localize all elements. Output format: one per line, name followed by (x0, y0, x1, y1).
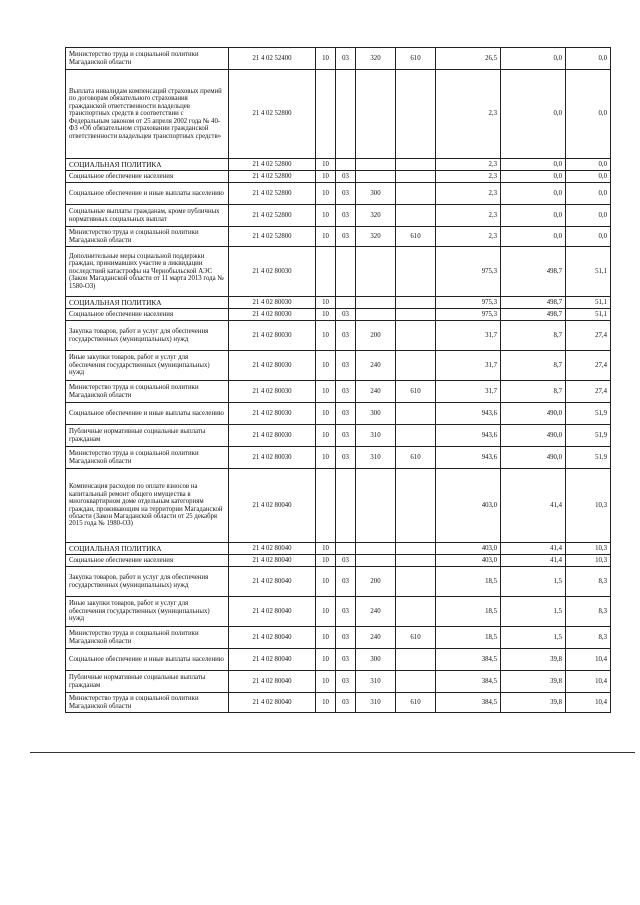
expense-type-code (356, 469, 396, 543)
section-code: 10 (316, 309, 336, 321)
amount-value-2: 39,8 (501, 671, 566, 693)
expense-type-code (356, 70, 396, 159)
section-code: 10 (316, 351, 336, 381)
target-article-code: 21 4 02 80030 (229, 321, 316, 351)
amount-value-2: 39,8 (501, 693, 566, 713)
expense-type-code (356, 543, 396, 555)
section-code (316, 247, 336, 297)
amount-value-2: 490,0 (501, 403, 566, 425)
target-article-code: 21 4 02 80030 (229, 403, 316, 425)
expense-type-code: 240 (356, 627, 396, 649)
administrator-code (396, 297, 436, 309)
table-row (66, 159, 611, 171)
amount-value-3: 8,3 (566, 597, 611, 627)
table-row (66, 403, 611, 425)
section-code: 10 (316, 205, 336, 227)
row-name-cell: СОЦИАЛЬНАЯ ПОЛИТИКА (66, 297, 229, 309)
table-row (66, 693, 611, 713)
target-article-code: 21 4 02 52800 (229, 171, 316, 183)
amount-value-3: 27,4 (566, 321, 611, 351)
table-row (66, 227, 611, 247)
administrator-code (396, 671, 436, 693)
table-row (66, 351, 611, 381)
subsection-code (336, 543, 356, 555)
target-article-code: 21 4 02 80040 (229, 567, 316, 597)
administrator-code: 610 (396, 447, 436, 469)
table-row (66, 171, 611, 183)
subsection-code: 03 (336, 671, 356, 693)
table-row (66, 205, 611, 227)
subsection-code: 03 (336, 555, 356, 567)
subsection-code: 03 (336, 48, 356, 70)
amount-value-3: 51,9 (566, 425, 611, 447)
subsection-code (336, 469, 356, 543)
amount-value-3: 0,0 (566, 48, 611, 70)
section-code (316, 70, 336, 159)
target-article-code: 21 4 02 80030 (229, 447, 316, 469)
section-code: 10 (316, 671, 336, 693)
amount-value-2: 1,5 (501, 597, 566, 627)
table-row (66, 555, 611, 567)
target-article-code: 21 4 02 80040 (229, 555, 316, 567)
administrator-code (396, 597, 436, 627)
subsection-code: 03 (336, 597, 356, 627)
budget-table (65, 47, 611, 713)
table-row (66, 671, 611, 693)
expense-type-code (356, 297, 396, 309)
amount-value-1: 2,3 (436, 227, 501, 247)
amount-value-1: 403,0 (436, 555, 501, 567)
subsection-code: 03 (336, 403, 356, 425)
target-article-code: 21 4 02 52400 (229, 48, 316, 70)
amount-value-1: 384,5 (436, 671, 501, 693)
expense-type-code: 200 (356, 567, 396, 597)
amount-value-3: 51,9 (566, 447, 611, 469)
amount-value-3: 10,4 (566, 649, 611, 671)
subsection-code (336, 247, 356, 297)
amount-value-1: 975,3 (436, 297, 501, 309)
administrator-code (396, 171, 436, 183)
subsection-code: 03 (336, 627, 356, 649)
expense-type-code: 320 (356, 48, 396, 70)
amount-value-2: 0,0 (501, 205, 566, 227)
table-row (66, 321, 611, 351)
section-code: 10 (316, 381, 336, 403)
amount-value-2: 0,0 (501, 227, 566, 247)
administrator-code (396, 321, 436, 351)
row-name-cell: Министерство труда и социальной политики Магаданской области (66, 227, 229, 247)
amount-value-1: 2,3 (436, 183, 501, 205)
administrator-code (396, 247, 436, 297)
amount-value-1: 943,6 (436, 403, 501, 425)
administrator-code (396, 205, 436, 227)
table-row (66, 381, 611, 403)
section-code: 10 (316, 183, 336, 205)
administrator-code (396, 469, 436, 543)
amount-value-2: 1,5 (501, 567, 566, 597)
amount-value-2: 8,7 (501, 381, 566, 403)
administrator-code (396, 649, 436, 671)
row-name-cell: Министерство труда и социальной политики Магаданской области (66, 447, 229, 469)
amount-value-3: 27,4 (566, 381, 611, 403)
amount-value-3: 0,0 (566, 227, 611, 247)
amount-value-2: 0,0 (501, 183, 566, 205)
amount-value-3: 0,0 (566, 183, 611, 205)
amount-value-3: 10,3 (566, 543, 611, 555)
section-code: 10 (316, 597, 336, 627)
table-row (66, 543, 611, 555)
table-row (66, 627, 611, 649)
section-code: 10 (316, 48, 336, 70)
target-article-code: 21 4 02 52800 (229, 70, 316, 159)
subsection-code: 03 (336, 425, 356, 447)
subsection-code (336, 159, 356, 171)
row-name-cell: Социальное обеспечение населения (66, 555, 229, 567)
table-row (66, 597, 611, 627)
row-name-cell: Выплата инвалидам компенсаций страховых премий по договорам обязательного страхования гражданской ответственности владельцев транспортных средств в соответствии с Федеральным законом от 25 апреля 2002 года № 40-ФЗ «Об обязательном страховании гражданской ответственности владельцев транспортных средств» (66, 70, 229, 159)
section-code: 10 (316, 403, 336, 425)
amount-value-3: 0,0 (566, 70, 611, 159)
amount-value-2: 498,7 (501, 247, 566, 297)
section-code: 10 (316, 159, 336, 171)
target-article-code: 21 4 02 80030 (229, 309, 316, 321)
expense-type-code: 240 (356, 351, 396, 381)
table-row (66, 447, 611, 469)
row-name-cell: Закупка товаров, работ и услуг для обеспечения государственных (муниципальных) нужд (66, 321, 229, 351)
target-article-code: 21 4 02 80030 (229, 381, 316, 403)
administrator-code (396, 425, 436, 447)
target-article-code: 21 4 02 80040 (229, 671, 316, 693)
amount-value-2: 41,4 (501, 555, 566, 567)
amount-value-2: 39,8 (501, 649, 566, 671)
expense-type-code: 320 (356, 205, 396, 227)
amount-value-3: 0,0 (566, 171, 611, 183)
table-body (66, 48, 611, 713)
amount-value-1: 26,5 (436, 48, 501, 70)
amount-value-2: 490,0 (501, 425, 566, 447)
subsection-code (336, 70, 356, 159)
target-article-code: 21 4 02 52800 (229, 227, 316, 247)
amount-value-2: 1,5 (501, 627, 566, 649)
section-code: 10 (316, 425, 336, 447)
section-code: 10 (316, 555, 336, 567)
expense-type-code (356, 171, 396, 183)
amount-value-3: 51,1 (566, 309, 611, 321)
amount-value-3: 10,3 (566, 555, 611, 567)
amount-value-1: 975,3 (436, 309, 501, 321)
row-name-cell: Министерство труда и социальной политики Магаданской области (66, 627, 229, 649)
amount-value-3: 0,0 (566, 205, 611, 227)
administrator-code (396, 555, 436, 567)
subsection-code: 03 (336, 567, 356, 597)
row-name-cell: Социальное обеспечение и иные выплаты населению (66, 183, 229, 205)
subsection-code: 03 (336, 183, 356, 205)
subsection-code: 03 (336, 381, 356, 403)
amount-value-2: 41,4 (501, 469, 566, 543)
subsection-code: 03 (336, 227, 356, 247)
row-name-cell: Закупка товаров, работ и услуг для обеспечения государственных (муниципальных) нужд (66, 567, 229, 597)
subsection-code: 03 (336, 649, 356, 671)
target-article-code: 21 4 02 80040 (229, 627, 316, 649)
target-article-code: 21 4 02 80040 (229, 693, 316, 713)
amount-value-2: 8,7 (501, 351, 566, 381)
subsection-code: 03 (336, 693, 356, 713)
expense-type-code (356, 159, 396, 171)
table-row (66, 567, 611, 597)
amount-value-2: 498,7 (501, 309, 566, 321)
subsection-code: 03 (336, 171, 356, 183)
target-article-code: 21 4 02 52800 (229, 183, 316, 205)
amount-value-2: 498,7 (501, 297, 566, 309)
subsection-code: 03 (336, 309, 356, 321)
section-code: 10 (316, 693, 336, 713)
section-code: 10 (316, 171, 336, 183)
section-code: 10 (316, 543, 336, 555)
amount-value-2: 0,0 (501, 159, 566, 171)
subsection-code: 03 (336, 205, 356, 227)
expense-type-code: 310 (356, 671, 396, 693)
expense-type-code: 310 (356, 425, 396, 447)
target-article-code: 21 4 02 80040 (229, 543, 316, 555)
amount-value-2: 0,0 (501, 171, 566, 183)
row-name-cell: Социальные выплаты гражданам, кроме публичных нормативных социальных выплат (66, 205, 229, 227)
table-row (66, 469, 611, 543)
amount-value-3: 51,1 (566, 247, 611, 297)
section-code: 10 (316, 297, 336, 309)
amount-value-3: 10,4 (566, 693, 611, 713)
target-article-code: 21 4 02 80030 (229, 297, 316, 309)
target-article-code: 21 4 02 52800 (229, 159, 316, 171)
expense-type-code: 240 (356, 381, 396, 403)
row-name-cell: СОЦИАЛЬНАЯ ПОЛИТИКА (66, 159, 229, 171)
amount-value-1: 2,3 (436, 171, 501, 183)
administrator-code: 610 (396, 381, 436, 403)
amount-value-1: 384,5 (436, 649, 501, 671)
row-name-cell: Министерство труда и социальной политики Магаданской области (66, 381, 229, 403)
target-article-code: 21 4 02 80040 (229, 649, 316, 671)
section-code: 10 (316, 321, 336, 351)
amount-value-3: 51,1 (566, 297, 611, 309)
amount-value-2: 490,0 (501, 447, 566, 469)
table-row (66, 247, 611, 297)
table-row (66, 48, 611, 70)
administrator-code (396, 309, 436, 321)
amount-value-1: 18,5 (436, 567, 501, 597)
row-name-cell: Министерство труда и социальной политики Магаданской области (66, 48, 229, 70)
amount-value-1: 31,7 (436, 351, 501, 381)
amount-value-2: 41,4 (501, 543, 566, 555)
administrator-code: 610 (396, 627, 436, 649)
amount-value-1: 31,7 (436, 381, 501, 403)
expense-type-code (356, 309, 396, 321)
expense-type-code: 310 (356, 447, 396, 469)
amount-value-3: 10,4 (566, 671, 611, 693)
expense-type-code: 200 (356, 321, 396, 351)
section-code: 10 (316, 627, 336, 649)
row-name-cell: Министерство труда и социальной политики Магаданской области (66, 693, 229, 713)
expense-type-code: 300 (356, 403, 396, 425)
row-name-cell: Дополнительные меры социальной поддержки граждан, принимавших участие в ликвидации последствий катастрофы на Чернобыльской АЭС (Закон Магаданской области от 11 марта 2013 года № 1580-ОЗ) (66, 247, 229, 297)
amount-value-1: 943,6 (436, 447, 501, 469)
row-name-cell: Публичные нормативные социальные выплаты гражданам (66, 425, 229, 447)
target-article-code: 21 4 02 52800 (229, 205, 316, 227)
row-name-cell: СОЦИАЛЬНАЯ ПОЛИТИКА (66, 543, 229, 555)
amount-value-3: 8,3 (566, 627, 611, 649)
subsection-code: 03 (336, 351, 356, 381)
table-row (66, 425, 611, 447)
target-article-code: 21 4 02 80040 (229, 469, 316, 543)
amount-value-3: 10,3 (566, 469, 611, 543)
amount-value-3: 27,4 (566, 351, 611, 381)
amount-value-1: 403,0 (436, 543, 501, 555)
amount-value-3: 8,3 (566, 567, 611, 597)
amount-value-1: 2,3 (436, 70, 501, 159)
subsection-code: 03 (336, 447, 356, 469)
table-row (66, 649, 611, 671)
table-row (66, 183, 611, 205)
amount-value-3: 51,9 (566, 403, 611, 425)
row-name-cell: Иные закупки товаров, работ и услуг для обеспечения государственных (муниципальных) нужд (66, 597, 229, 627)
section-code (316, 469, 336, 543)
administrator-code (396, 183, 436, 205)
amount-value-1: 2,3 (436, 159, 501, 171)
amount-value-2: 0,0 (501, 48, 566, 70)
administrator-code: 610 (396, 693, 436, 713)
row-name-cell: Социальное обеспечение населения (66, 309, 229, 321)
target-article-code: 21 4 02 80030 (229, 247, 316, 297)
amount-value-1: 18,5 (436, 627, 501, 649)
amount-value-2: 8,7 (501, 321, 566, 351)
administrator-code (396, 159, 436, 171)
subsection-code (336, 297, 356, 309)
row-name-cell: Социальное обеспечение и иные выплаты населению (66, 649, 229, 671)
amount-value-3: 0,0 (566, 159, 611, 171)
section-code: 10 (316, 567, 336, 597)
section-code: 10 (316, 649, 336, 671)
expense-type-code: 300 (356, 649, 396, 671)
row-name-cell: Компенсация расходов по оплате взносов на капитальный ремонт общего имущества в многоквартирном доме отдельным категориям граждан, проживающим на территории Магаданской области (Закон Магаданской области от 25 декабря 2015 года № 1980-ОЗ) (66, 469, 229, 543)
amount-value-1: 943,6 (436, 425, 501, 447)
page-bottom-rule (30, 752, 635, 753)
row-name-cell: Социальное обеспечение и иные выплаты населению (66, 403, 229, 425)
target-article-code: 21 4 02 80030 (229, 351, 316, 381)
amount-value-1: 975,3 (436, 247, 501, 297)
amount-value-1: 2,3 (436, 205, 501, 227)
table-row (66, 297, 611, 309)
administrator-code (396, 70, 436, 159)
amount-value-1: 31,7 (436, 321, 501, 351)
expense-type-code: 310 (356, 693, 396, 713)
section-code: 10 (316, 447, 336, 469)
administrator-code (396, 567, 436, 597)
table-row (66, 309, 611, 321)
subsection-code: 03 (336, 321, 356, 351)
table-row (66, 70, 611, 159)
target-article-code: 21 4 02 80030 (229, 425, 316, 447)
row-name-cell: Иные закупки товаров, работ и услуг для обеспечения государственных (муниципальных) нужд (66, 351, 229, 381)
administrator-code: 610 (396, 48, 436, 70)
row-name-cell: Публичные нормативные социальные выплаты гражданам (66, 671, 229, 693)
target-article-code: 21 4 02 80040 (229, 597, 316, 627)
administrator-code: 610 (396, 227, 436, 247)
administrator-code (396, 403, 436, 425)
amount-value-1: 403,0 (436, 469, 501, 543)
expense-type-code: 300 (356, 183, 396, 205)
amount-value-1: 18,5 (436, 597, 501, 627)
amount-value-1: 384,5 (436, 693, 501, 713)
administrator-code (396, 543, 436, 555)
expense-type-code: 320 (356, 227, 396, 247)
expense-type-code (356, 555, 396, 567)
section-code: 10 (316, 227, 336, 247)
amount-value-2: 0,0 (501, 70, 566, 159)
expense-type-code: 240 (356, 597, 396, 627)
expense-type-code (356, 247, 396, 297)
row-name-cell: Социальное обеспечение населения (66, 171, 229, 183)
administrator-code (396, 351, 436, 381)
